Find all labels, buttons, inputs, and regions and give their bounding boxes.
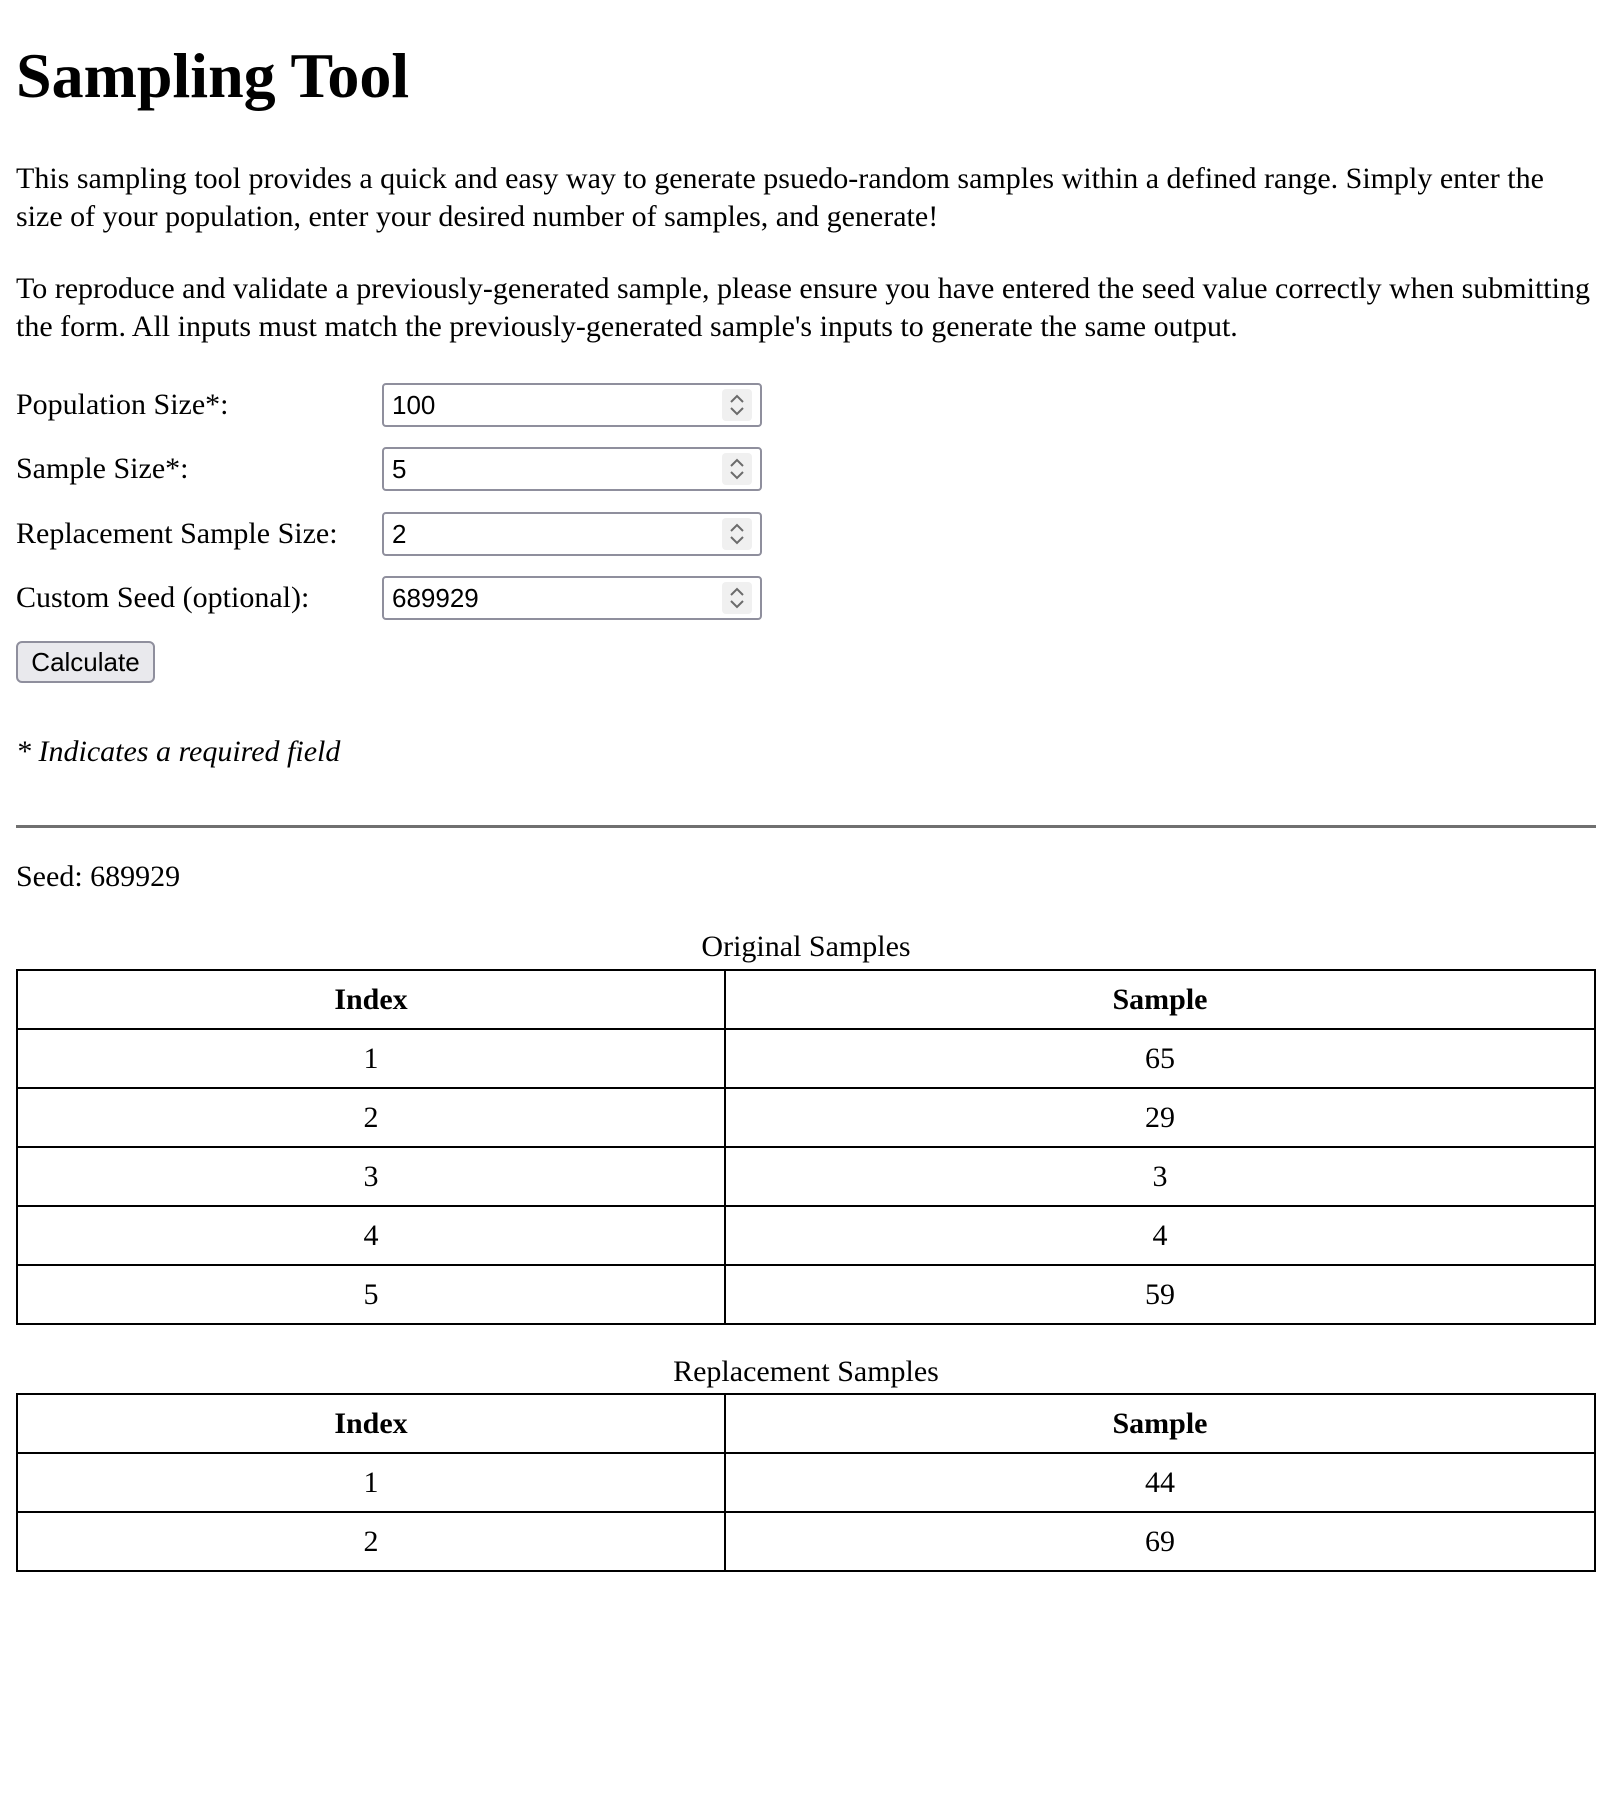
replacement-sample-size-row xyxy=(16,512,816,556)
index-cell: 3 xyxy=(17,1147,725,1206)
replacement-samples-caption: Replacement Samples xyxy=(673,1355,939,1388)
sample-cell: 65 xyxy=(725,1029,1595,1088)
table-row xyxy=(17,1029,1595,1088)
sample-cell: 44 xyxy=(725,1453,1595,1512)
index-header: Index xyxy=(17,970,725,1029)
up-down-chevron-icon xyxy=(722,518,752,550)
custom-seed-spinner[interactable] xyxy=(722,582,752,614)
table-row xyxy=(17,1265,1595,1324)
reproduce-instructions: To reproduce and validate a previously-generated sample, please ensure you have entered the seed value correctly when submitting the form. All inputs must match the previously-generated sample's inputs to generate the same output. xyxy=(16,272,1590,343)
population-size-value: 100 xyxy=(392,390,436,420)
population-size-spinner[interactable] xyxy=(722,389,752,421)
replacement-sample-size-input[interactable] xyxy=(382,512,762,556)
index-header: Index xyxy=(17,1394,725,1453)
sample-cell: 69 xyxy=(725,1512,1595,1571)
up-down-chevron-icon xyxy=(722,582,752,614)
sample-cell: 59 xyxy=(725,1265,1595,1324)
up-down-chevron-icon xyxy=(722,389,752,421)
table-header-row xyxy=(17,970,1595,1029)
custom-seed-label: Custom Seed (optional): xyxy=(16,581,310,614)
custom-seed-row xyxy=(16,576,816,620)
population-size-input[interactable] xyxy=(382,383,762,427)
seed-output: Seed: 689929 xyxy=(16,860,181,893)
population-size-label: Population Size*: xyxy=(16,388,229,421)
replacement-sample-size-spinner[interactable] xyxy=(722,518,752,550)
replacement-sample-size-label: Replacement Sample Size: xyxy=(16,517,338,550)
custom-seed-value: 689929 xyxy=(392,583,479,613)
sample-size-spinner[interactable] xyxy=(722,453,752,485)
index-cell: 1 xyxy=(17,1029,725,1088)
sample-size-value: 5 xyxy=(392,454,407,484)
replacement-sample-size-value: 2 xyxy=(392,519,407,549)
population-size-row xyxy=(16,383,816,427)
sample-size-label: Sample Size*: xyxy=(16,452,189,485)
original-samples-caption: Original Samples xyxy=(701,930,911,963)
table-row xyxy=(17,1206,1595,1265)
index-cell: 2 xyxy=(17,1088,725,1147)
table-header-row xyxy=(17,1394,1595,1453)
index-cell: 1 xyxy=(17,1453,725,1512)
index-cell: 5 xyxy=(17,1265,725,1324)
sample-size-row xyxy=(16,447,816,491)
replacement-samples-table xyxy=(16,1393,1596,1572)
table-row xyxy=(17,1147,1595,1206)
divider xyxy=(16,825,1596,828)
required-field-note: * Indicates a required field xyxy=(16,735,341,768)
table-row xyxy=(17,1512,1595,1571)
index-cell: 4 xyxy=(17,1206,725,1265)
sample-header: Sample xyxy=(725,970,1595,1029)
up-down-chevron-icon xyxy=(722,453,752,485)
table-row xyxy=(17,1088,1595,1147)
custom-seed-input[interactable] xyxy=(382,576,762,620)
intro-text: This sampling tool provides a quick and easy way to generate psuedo-random samples within a defined range. Simply enter the size of your population, enter your desired number of samples, and generate! xyxy=(16,162,1544,233)
calculate-button[interactable]: Calculate xyxy=(16,641,155,683)
sample-header: Sample xyxy=(725,1394,1595,1453)
sample-cell: 4 xyxy=(725,1206,1595,1265)
original-samples-table xyxy=(16,969,1596,1325)
table-row xyxy=(17,1453,1595,1512)
page-title: Sampling Tool xyxy=(16,40,410,111)
index-cell: 2 xyxy=(17,1512,725,1571)
sample-size-input[interactable] xyxy=(382,447,762,491)
sample-cell: 29 xyxy=(725,1088,1595,1147)
sample-cell: 3 xyxy=(725,1147,1595,1206)
